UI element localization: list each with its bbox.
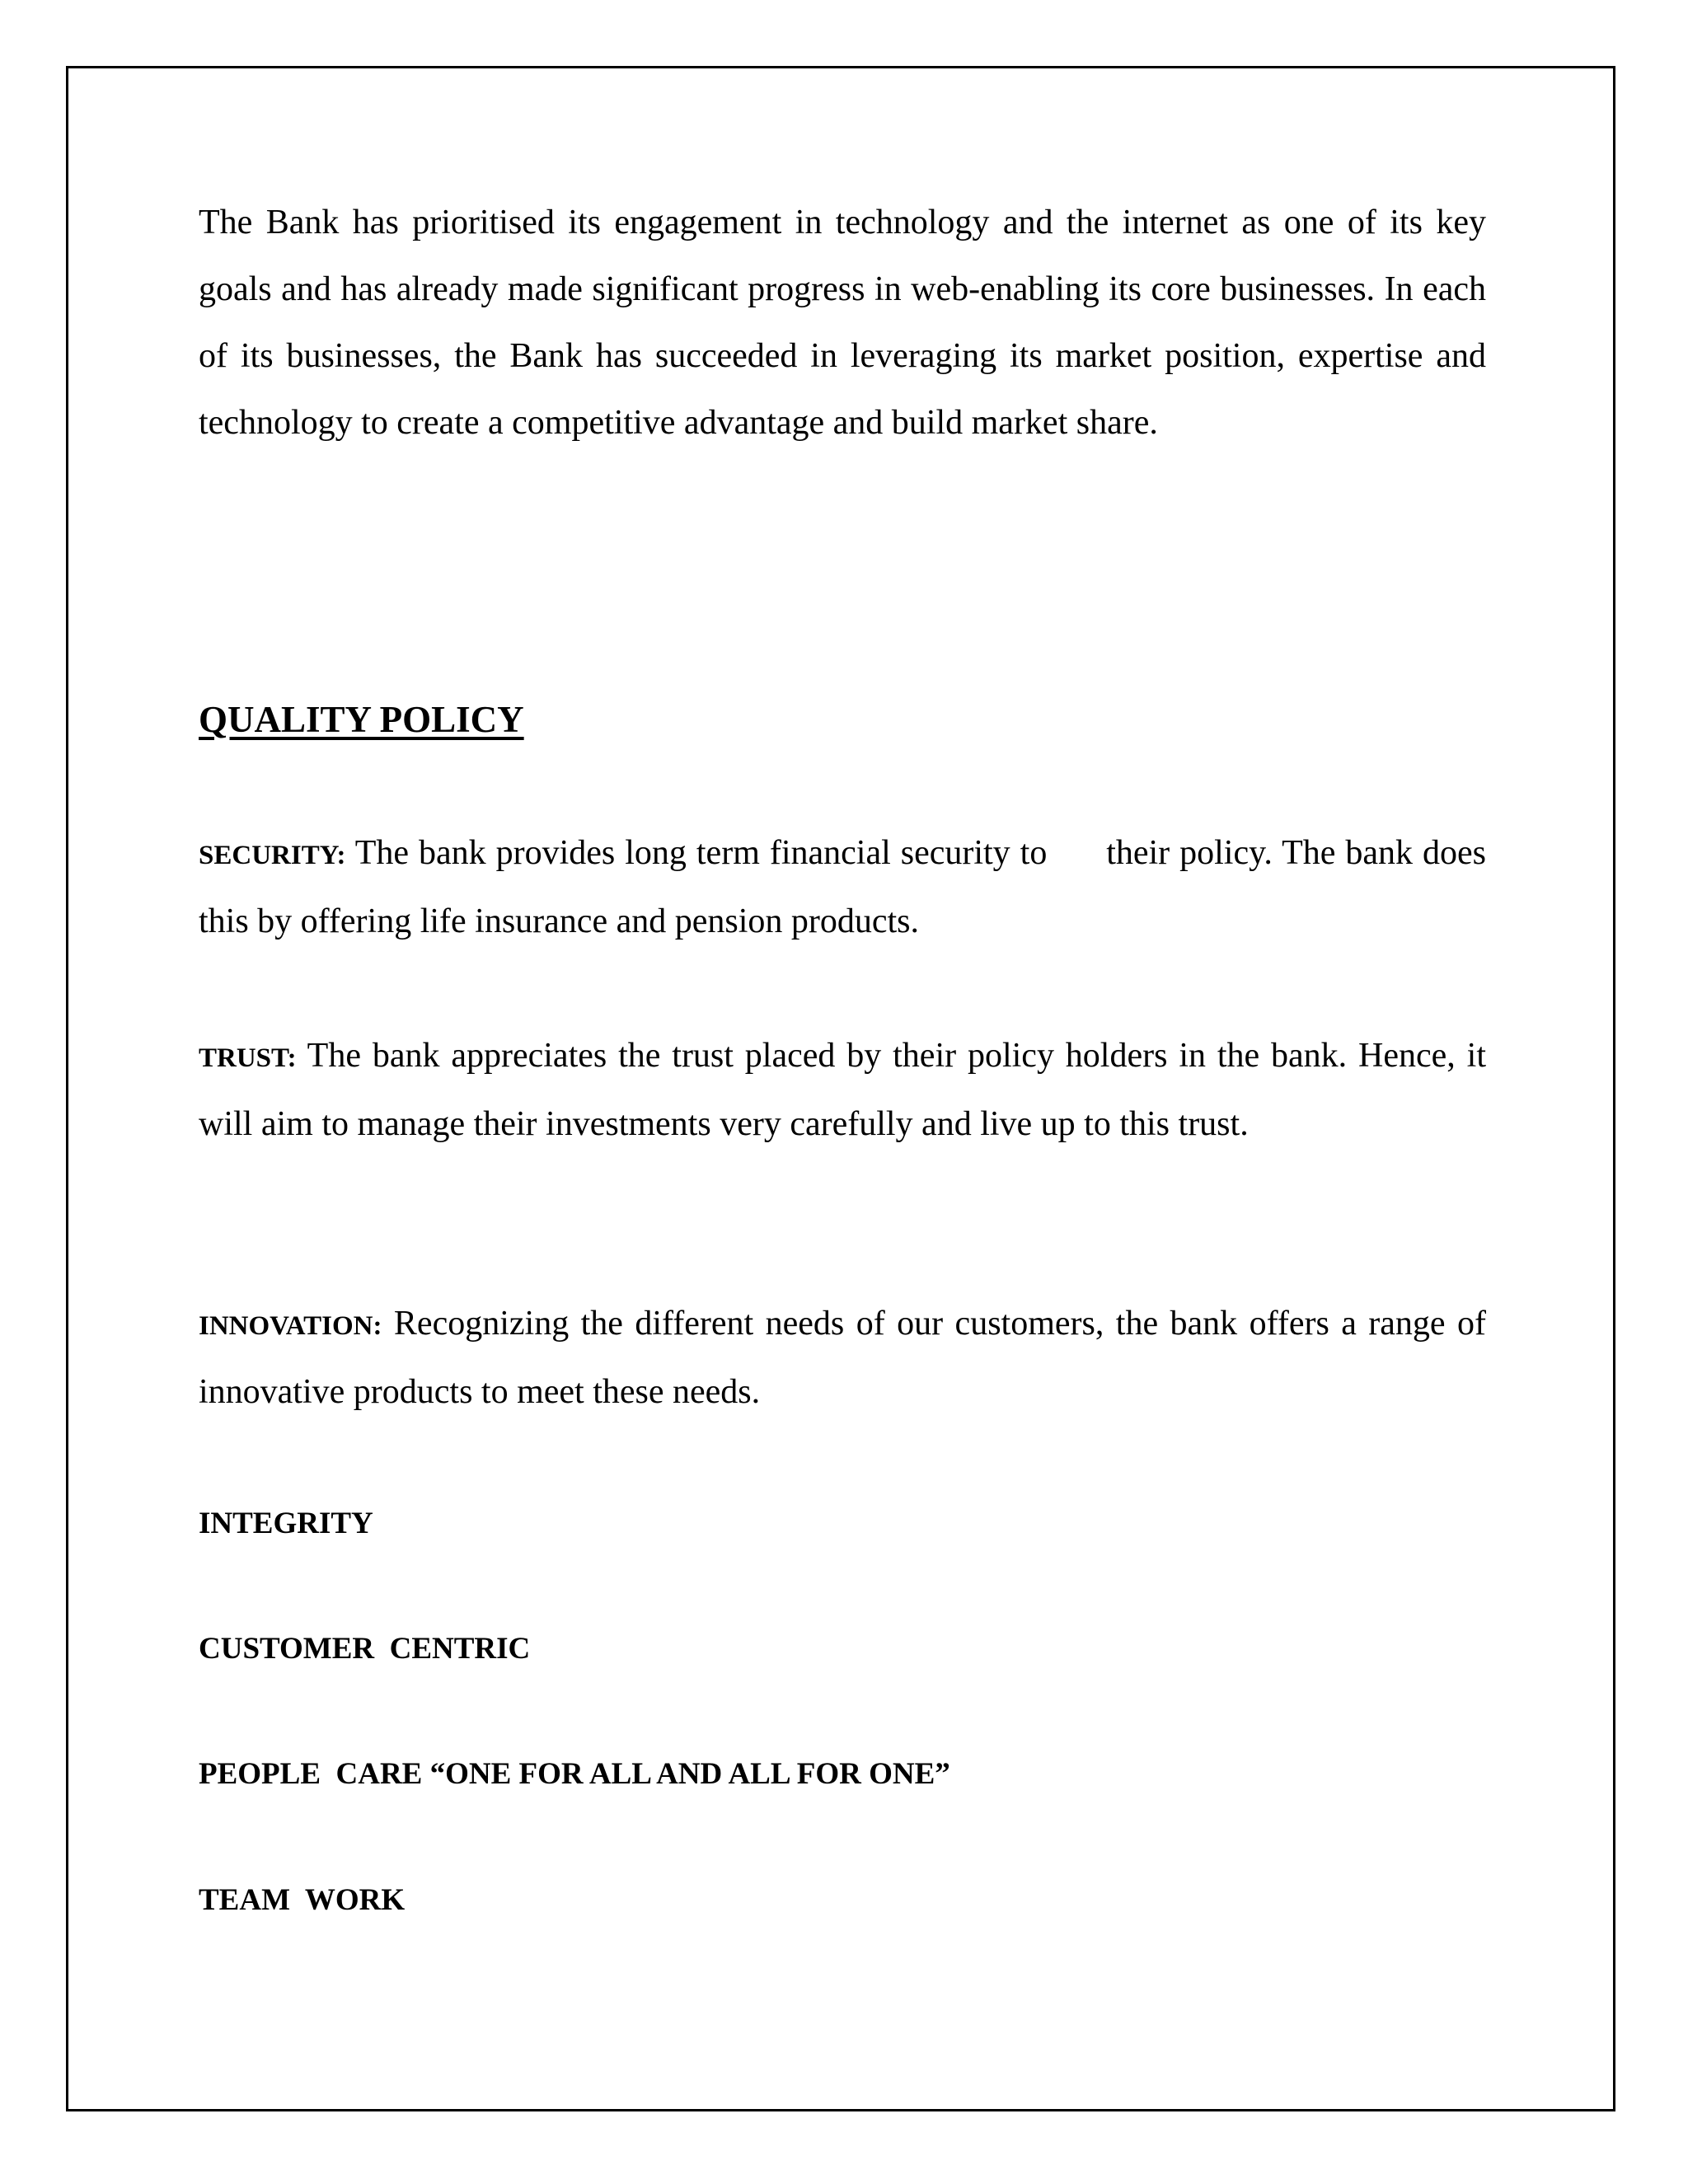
trust-text: The bank appreciates the trust placed by their policy holders in the bank. Hence, it will aim to manage their investments very carefully and live up to this trust. [199,1037,1486,1143]
security-label: SECURITY: [199,841,346,870]
quality-policy-heading: QUALITY POLICY [199,699,524,740]
value-customer-centric: CUSTOMER CENTRIC [199,1632,531,1666]
innovation-text: Recognizing the different needs of our customers, the bank offers a range of innovative products to meet these needs. [199,1305,1486,1411]
innovation-paragraph [199,1291,1486,1425]
security-paragraph [199,820,1495,954]
trust-paragraph [199,1023,1486,1157]
value-team-work: TEAM WORK [199,1883,406,1917]
trust-label: TRUST: [199,1043,297,1073]
innovation-label: INNOVATION: [199,1311,382,1341]
security-text: The bank provides long term financial security to their policy. The bank does this by offering life insurance and pension products. [199,834,1495,940]
value-people-care: PEOPLE CARE “ONE FOR ALL AND ALL FOR ONE” [199,1757,950,1791]
intro-paragraph: The Bank has prioritised its engagement in technology and the internet as one of its key goals and has already made significant progress in web-enabling its core businesses. In each of its businesses, the Bank has succeeded in leveraging its market position, expertise and technology to create a competitive advantage and build market share. [199,204,1486,442]
value-integrity: INTEGRITY [199,1507,373,1540]
